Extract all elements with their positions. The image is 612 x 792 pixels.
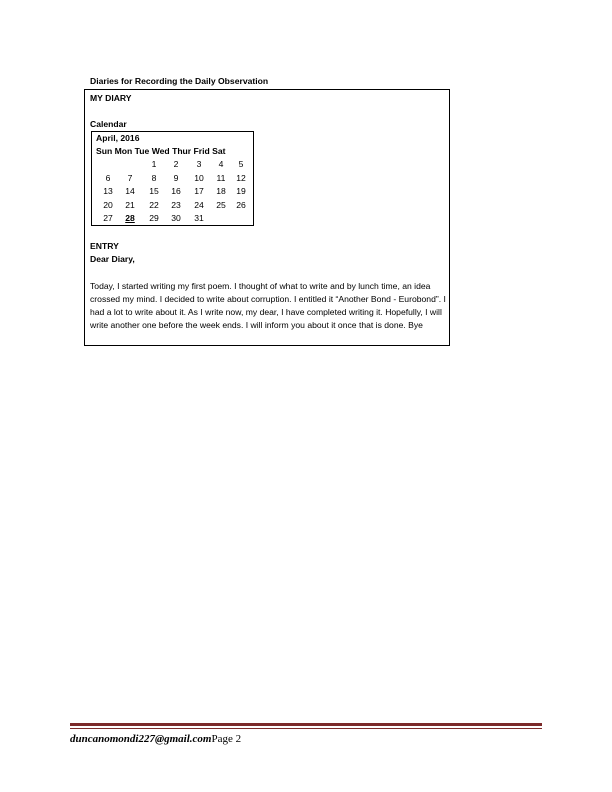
calendar-day: 16 <box>171 186 181 196</box>
calendar-day: 1 <box>151 159 157 169</box>
footer-rule-thin <box>70 728 542 729</box>
calendar-day: 18 <box>216 186 226 196</box>
calendar-row <box>92 173 255 186</box>
document-title: Diaries for Recording the Daily Observation <box>90 76 269 86</box>
calendar-day: 24 <box>194 199 204 210</box>
calendar-day: 25 <box>216 199 226 210</box>
calendar-day: 9 <box>173 172 179 183</box>
footer-email: duncanomondi227@gmail.com <box>70 733 212 745</box>
calendar-day: 26 <box>236 199 246 210</box>
entry-label: ENTRY <box>90 241 119 251</box>
calendar <box>91 131 254 226</box>
calendar-row <box>92 186 255 199</box>
calendar-day: 15 <box>149 186 159 196</box>
calendar-day: 22 <box>149 199 159 210</box>
salutation: Dear Diary, <box>90 254 135 264</box>
calendar-day: 28 <box>125 213 135 223</box>
calendar-day: 23 <box>171 199 181 210</box>
calendar-row <box>92 200 255 213</box>
calendar-day: 19 <box>236 186 246 196</box>
calendar-day: 27 <box>103 213 113 223</box>
calendar-day: 31 <box>194 213 204 223</box>
entry-body: Today, I started writing my first poem. I thought of what to write and by lunch time, an idea crossed my mind. I decided to write about corruption. I entitled it “Another Bond - Eurobond”. I had a lot to write about it. As I write now, my dear, I have completed writing it. Hopefully, I will write another one before the week ends. I will inform you about it once that is done. Bye <box>90 281 446 330</box>
calendar-day: 7 <box>127 172 133 183</box>
calendar-label: Calendar <box>90 119 127 129</box>
calendar-day: 21 <box>125 199 135 210</box>
calendar-day: 11 <box>216 172 226 183</box>
calendar-day: 3 <box>196 159 202 169</box>
footer-rule <box>70 723 542 726</box>
calendar-day: 13 <box>103 186 113 196</box>
calendar-day: 17 <box>194 186 204 196</box>
calendar-day: 12 <box>236 172 246 183</box>
calendar-day: 20 <box>103 199 113 210</box>
calendar-day: 6 <box>105 172 111 183</box>
calendar-row <box>92 159 255 172</box>
calendar-month: April, 2016 <box>96 133 140 143</box>
footer-page-label: Page 2 <box>211 733 242 745</box>
calendar-day: 8 <box>151 172 157 183</box>
calendar-day: 2 <box>173 159 179 169</box>
calendar-day: 29 <box>149 213 159 223</box>
footer <box>70 733 241 745</box>
calendar-weekday-header: Sun Mon Tue Wed Thur Frid Sat <box>96 146 226 156</box>
calendar-day: 14 <box>125 186 135 196</box>
calendar-row <box>92 213 255 226</box>
calendar-day: 10 <box>194 172 204 183</box>
calendar-day: 5 <box>238 159 244 169</box>
diary-box <box>84 89 450 346</box>
calendar-day: 4 <box>218 159 224 169</box>
calendar-day: 30 <box>171 213 181 223</box>
diary-heading: MY DIARY <box>90 93 132 103</box>
